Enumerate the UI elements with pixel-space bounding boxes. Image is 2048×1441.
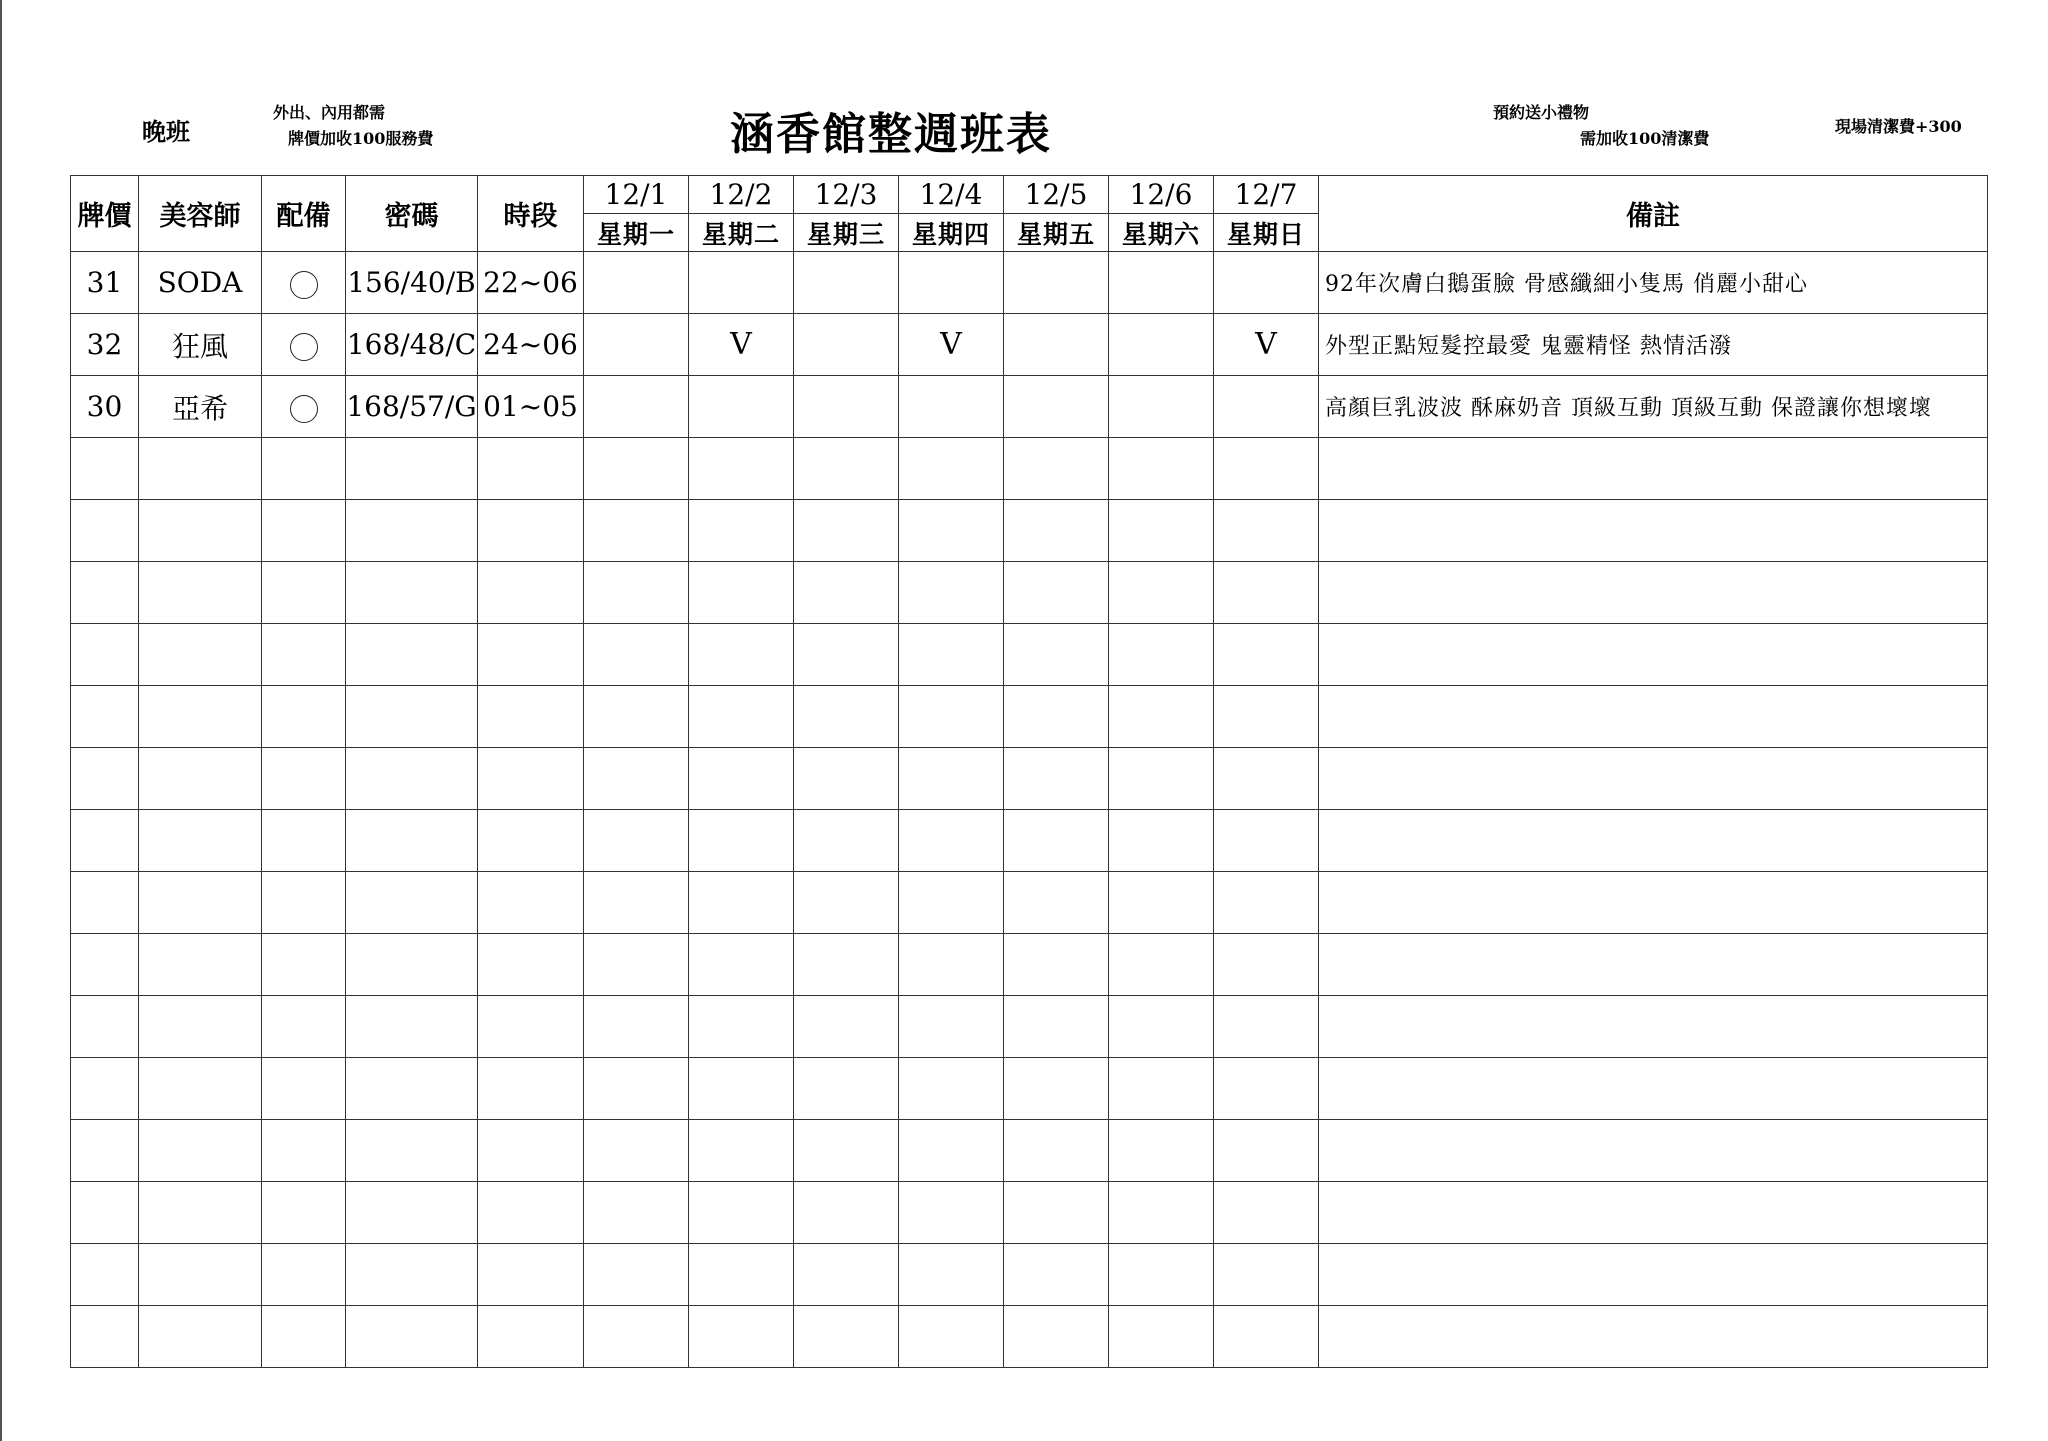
empty-cell [478,1120,584,1182]
empty-cell [899,934,1004,996]
day-cell [794,314,899,376]
reservation-note-line1: 預約送小禮物 [1493,103,1590,122]
empty-cell [584,1244,689,1306]
empty-cell [1214,934,1319,996]
price-cell: 32 [71,314,139,376]
empty-cell [689,438,794,500]
empty-cell [1004,1182,1109,1244]
circle-icon [290,395,318,423]
empty-cell [1214,1120,1319,1182]
empty-cell [899,562,1004,624]
empty-cell [689,500,794,562]
empty-cell [1004,1244,1109,1306]
empty-cell [1109,1120,1214,1182]
day-cell: V [1214,314,1319,376]
empty-cell [794,934,899,996]
empty-cell [584,872,689,934]
empty-cell [262,810,346,872]
empty-cell [1319,872,1988,934]
empty-cell [71,624,139,686]
empty-cell [689,934,794,996]
empty-cell [478,686,584,748]
empty-cell [1004,1058,1109,1120]
empty-cell [689,748,794,810]
empty-cell [139,438,262,500]
empty-cell [689,562,794,624]
circle-icon [290,271,318,299]
empty-cell [71,438,139,500]
circle-icon [290,333,318,361]
price-cell: 31 [71,252,139,314]
empty-cell [71,996,139,1058]
empty-cell [478,748,584,810]
empty-cell [794,1058,899,1120]
beautician-name-cell: 狂風 [139,314,262,376]
empty-cell [1214,686,1319,748]
empty-cell [899,1120,1004,1182]
equipment-cell [262,314,346,376]
empty-cell [584,1120,689,1182]
empty-cell [71,500,139,562]
day-cell [899,252,1004,314]
empty-cell [262,1244,346,1306]
empty-cell [1319,934,1988,996]
time-slot-cell: 01~05 [478,376,584,438]
equipment-cell [262,376,346,438]
code-cell: 168/57/G [346,376,478,438]
weekly-schedule-table [70,175,1988,1368]
column-header-weekday: 星期二 [689,214,794,252]
day-cell [1214,252,1319,314]
beautician-name-cell: 亞希 [139,376,262,438]
empty-cell [139,1120,262,1182]
table-row-empty [71,624,1988,686]
empty-cell [1319,748,1988,810]
empty-cell [689,1058,794,1120]
empty-cell [262,624,346,686]
empty-cell [899,624,1004,686]
empty-cell [584,748,689,810]
table-row-empty [71,1058,1988,1120]
empty-cell [262,1058,346,1120]
table-row-empty [71,872,1988,934]
onsite-cleaning-fee-note: 現場清潔費+300 [1835,117,1962,136]
empty-cell [139,1306,262,1368]
day-cell: V [899,314,1004,376]
service-fee-note-line1: 外出、內用都需 [273,103,386,122]
empty-cell [899,996,1004,1058]
empty-cell [794,624,899,686]
empty-cell [689,1120,794,1182]
beautician-name-cell: SODA [139,252,262,314]
empty-cell [1319,1182,1988,1244]
empty-cell [346,1058,478,1120]
empty-cell [478,1182,584,1244]
empty-cell [1109,438,1214,500]
column-header-weekday: 星期四 [899,214,1004,252]
empty-cell [262,500,346,562]
day-cell [1004,252,1109,314]
empty-cell [689,1182,794,1244]
table-row-empty [71,686,1988,748]
empty-cell [1004,438,1109,500]
empty-cell [689,624,794,686]
empty-cell [689,872,794,934]
column-header-weekday: 星期六 [1109,214,1214,252]
empty-cell [478,500,584,562]
empty-cell [1109,562,1214,624]
empty-cell [139,1058,262,1120]
empty-cell [1214,1306,1319,1368]
empty-cell [899,748,1004,810]
empty-cell [262,438,346,500]
empty-cell [478,562,584,624]
day-cell [1109,252,1214,314]
empty-cell [1319,1120,1988,1182]
empty-cell [1109,1058,1214,1120]
empty-cell [139,810,262,872]
day-cell [584,252,689,314]
column-header-weekday: 星期五 [1004,214,1109,252]
empty-cell [346,1182,478,1244]
empty-cell [1214,562,1319,624]
empty-cell [478,810,584,872]
empty-cell [478,934,584,996]
table-row-empty [71,996,1988,1058]
empty-cell [584,500,689,562]
empty-cell [1214,624,1319,686]
table-body [71,252,1988,1368]
empty-cell [1319,1244,1988,1306]
empty-cell [1319,624,1988,686]
empty-cell [71,1182,139,1244]
empty-cell [1109,748,1214,810]
empty-cell [262,934,346,996]
remark-cell: 外型正點短髮控最愛 鬼靈精怪 熱情活潑 [1319,314,1988,376]
remark-cell: 92年次膚白鵝蛋臉 骨感纖細小隻馬 俏麗小甜心 [1319,252,1988,314]
empty-cell [139,996,262,1058]
empty-cell [1004,810,1109,872]
empty-cell [346,500,478,562]
column-header-remarks: 備註 [1319,176,1988,252]
empty-cell [478,1058,584,1120]
empty-cell [1109,996,1214,1058]
empty-cell [139,872,262,934]
empty-cell [1109,872,1214,934]
empty-cell [794,1182,899,1244]
service-fee-note-line2: 牌價加收100服務費 [288,129,434,148]
day-cell [1109,376,1214,438]
column-header-weekday: 星期日 [1214,214,1319,252]
empty-cell [346,934,478,996]
empty-cell [1109,686,1214,748]
day-cell [1214,376,1319,438]
empty-cell [478,624,584,686]
empty-cell [584,686,689,748]
table-row-empty [71,1306,1988,1368]
empty-cell [899,438,1004,500]
empty-cell [346,686,478,748]
empty-cell [1004,748,1109,810]
empty-cell [139,624,262,686]
empty-cell [1214,872,1319,934]
empty-cell [1004,624,1109,686]
empty-cell [346,1244,478,1306]
empty-cell [794,872,899,934]
empty-cell [1109,934,1214,996]
table-row-empty [71,438,1988,500]
empty-cell [584,1182,689,1244]
column-header-time-slot: 時段 [478,176,584,252]
empty-cell [346,1120,478,1182]
day-cell [689,376,794,438]
empty-cell [346,996,478,1058]
column-header-date: 12/5 [1004,176,1109,214]
column-header-weekday: 星期一 [584,214,689,252]
empty-cell [1319,562,1988,624]
column-header-date: 12/4 [899,176,1004,214]
column-header-beautician: 美容師 [139,176,262,252]
empty-cell [139,686,262,748]
remark-cell: 高顏巨乳波波 酥麻奶音 頂級互動 頂級互動 保證讓你想壞壞 [1319,376,1988,438]
empty-cell [1319,686,1988,748]
empty-cell [71,1244,139,1306]
table-row-empty [71,500,1988,562]
empty-cell [139,1182,262,1244]
empty-cell [139,562,262,624]
empty-cell [139,748,262,810]
empty-cell [346,438,478,500]
empty-cell [899,500,1004,562]
empty-cell [346,872,478,934]
empty-cell [478,1244,584,1306]
empty-cell [1214,748,1319,810]
page-title: 涵香館整週班表 [730,109,1052,160]
empty-cell [794,500,899,562]
day-cell [899,376,1004,438]
empty-cell [794,748,899,810]
empty-cell [262,562,346,624]
day-cell [1004,376,1109,438]
empty-cell [794,686,899,748]
empty-cell [139,934,262,996]
equipment-cell [262,252,346,314]
day-cell [794,376,899,438]
table-row-empty [71,934,1988,996]
day-cell: V [689,314,794,376]
empty-cell [794,996,899,1058]
empty-cell [262,1120,346,1182]
reservation-note-line2: 需加收100清潔費 [1580,129,1710,148]
empty-cell [1319,438,1988,500]
empty-cell [1109,500,1214,562]
empty-cell [71,934,139,996]
table-row [71,376,1988,438]
empty-cell [689,1306,794,1368]
table-row-empty [71,562,1988,624]
empty-cell [262,686,346,748]
empty-cell [584,810,689,872]
empty-cell [262,1182,346,1244]
empty-cell [478,438,584,500]
empty-cell [478,872,584,934]
empty-cell [584,1058,689,1120]
empty-cell [346,748,478,810]
empty-cell [899,810,1004,872]
day-cell [689,252,794,314]
empty-cell [584,996,689,1058]
empty-cell [689,686,794,748]
table-row-empty [71,748,1988,810]
empty-cell [262,748,346,810]
empty-cell [899,1244,1004,1306]
empty-cell [689,1244,794,1306]
table-row-empty [71,1120,1988,1182]
empty-cell [899,1182,1004,1244]
time-slot-cell: 24~06 [478,314,584,376]
empty-cell [899,686,1004,748]
empty-cell [1319,500,1988,562]
empty-cell [689,996,794,1058]
empty-cell [478,996,584,1058]
empty-cell [262,996,346,1058]
empty-cell [139,500,262,562]
empty-cell [1109,1306,1214,1368]
empty-cell [584,624,689,686]
empty-cell [1214,500,1319,562]
code-cell: 168/48/C [346,314,478,376]
empty-cell [262,872,346,934]
empty-cell [1214,996,1319,1058]
price-cell: 30 [71,376,139,438]
empty-cell [1109,1182,1214,1244]
empty-cell [346,624,478,686]
empty-cell [794,562,899,624]
table-row-empty [71,810,1988,872]
day-cell [1109,314,1214,376]
day-cell [584,314,689,376]
empty-cell [71,1120,139,1182]
table-row [71,314,1988,376]
empty-cell [794,1120,899,1182]
empty-cell [794,438,899,500]
empty-cell [1214,1058,1319,1120]
column-header-date: 12/2 [689,176,794,214]
code-cell: 156/40/B [346,252,478,314]
column-header-code: 密碼 [346,176,478,252]
empty-cell [1004,934,1109,996]
empty-cell [1214,1244,1319,1306]
empty-cell [1109,1244,1214,1306]
empty-cell [71,872,139,934]
empty-cell [1319,810,1988,872]
empty-cell [1004,562,1109,624]
empty-cell [794,810,899,872]
empty-cell [584,1306,689,1368]
table-row [71,252,1988,314]
column-header-price: 牌價 [71,176,139,252]
table-header [71,176,1988,252]
empty-cell [262,1306,346,1368]
empty-cell [794,1306,899,1368]
empty-cell [1004,1306,1109,1368]
empty-cell [1109,624,1214,686]
empty-cell [478,1306,584,1368]
empty-cell [1004,996,1109,1058]
empty-cell [899,872,1004,934]
empty-cell [1109,810,1214,872]
column-header-equipment: 配備 [262,176,346,252]
empty-cell [899,1306,1004,1368]
table-row-empty [71,1244,1988,1306]
column-header-weekday: 星期三 [794,214,899,252]
time-slot-cell: 22~06 [478,252,584,314]
empty-cell [346,1306,478,1368]
column-header-date: 12/7 [1214,176,1319,214]
empty-cell [899,1058,1004,1120]
empty-cell [71,810,139,872]
page-left-border [0,0,2,1441]
column-header-date: 12/3 [794,176,899,214]
empty-cell [71,1306,139,1368]
empty-cell [346,810,478,872]
empty-cell [71,748,139,810]
empty-cell [71,1058,139,1120]
day-cell [1004,314,1109,376]
column-header-date: 12/1 [584,176,689,214]
day-cell [584,376,689,438]
empty-cell [71,686,139,748]
empty-cell [1319,1306,1988,1368]
empty-cell [1319,996,1988,1058]
empty-cell [1214,810,1319,872]
empty-cell [584,438,689,500]
empty-cell [1214,438,1319,500]
shift-label: 晚班 [142,117,190,146]
empty-cell [794,1244,899,1306]
table-row-empty [71,1182,1988,1244]
empty-cell [584,934,689,996]
column-header-date: 12/6 [1109,176,1214,214]
empty-cell [1004,872,1109,934]
empty-cell [1004,500,1109,562]
empty-cell [139,1244,262,1306]
empty-cell [584,562,689,624]
empty-cell [1214,1182,1319,1244]
day-cell [794,252,899,314]
empty-cell [1004,1120,1109,1182]
empty-cell [346,562,478,624]
empty-cell [71,562,139,624]
empty-cell [689,810,794,872]
empty-cell [1319,1058,1988,1120]
empty-cell [1004,686,1109,748]
